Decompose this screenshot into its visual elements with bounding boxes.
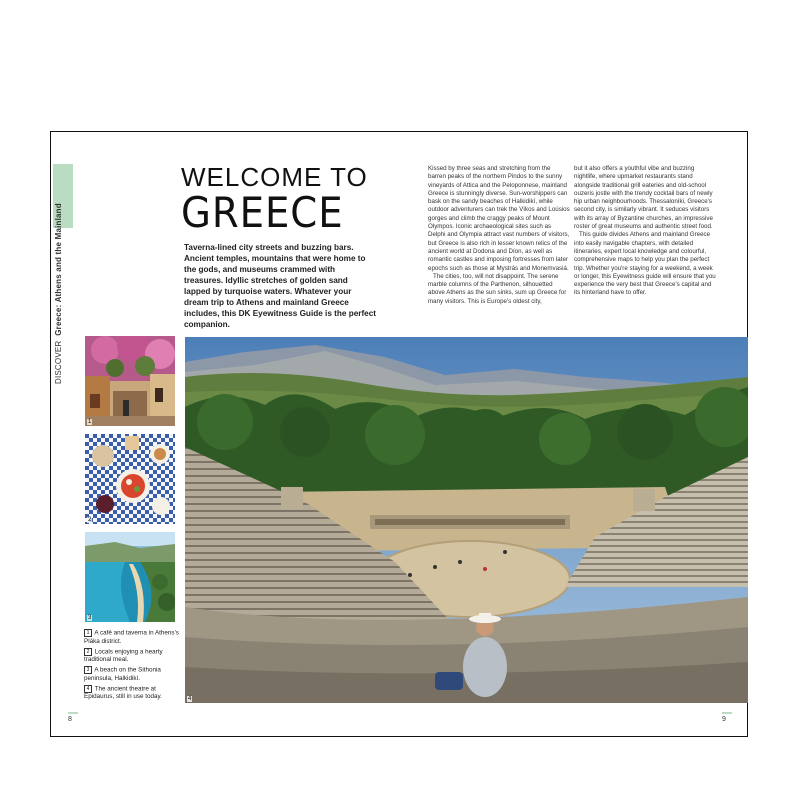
photo-number: 3 <box>88 615 92 621</box>
body-column-1 <box>428 165 570 306</box>
meal-photo <box>85 434 175 524</box>
photo-number: 2 <box>88 517 92 523</box>
cafe-photo <box>85 336 175 426</box>
body-paragraph: Kissed by three seas and stretching from the barren peaks of the northern Pindos to the sunny vineyards of Attica and the Peloponnese, mainland Greece is stunningly diverse. Sun-worshippers can bask on the sandy beaches of Halkidikí, while outdoor adventurers can trek the Víkos and Loúsios gorges and climb the craggy peaks of Mount Olympos. Iconic archaeological sites such as Delphi and Olympia attract vast numbers of visitors, but Greece is also rich in lesser known relics of the ancient world at Dodona and Díon, as well as romantic castles and imposing fortresses from later epochs such as those at Mystrás and Monemvasiá. <box>428 165 570 272</box>
chapter-name: Greece: Athens and the Mainland <box>54 203 63 336</box>
photo-number: 4 <box>188 696 192 702</box>
caption-text: A café and taverna in Athens's Pláka district. <box>84 629 179 645</box>
page-number-bar <box>68 712 78 714</box>
caption-item <box>84 629 179 646</box>
beach-photo <box>85 532 175 622</box>
caption-item <box>84 685 179 702</box>
thumbnail-cafe-plaka <box>85 336 175 426</box>
caption-number: 1 <box>84 629 92 637</box>
main-photo-epidaurus-theatre <box>185 337 748 703</box>
page-number-left <box>68 712 78 723</box>
caption-item <box>84 666 179 683</box>
book-spread <box>50 131 748 737</box>
caption-text: A beach on the Sithonia peninsula, Halkidikí. <box>84 666 161 682</box>
caption-text: Locals enjoying a hearty traditional meal. <box>84 648 163 663</box>
caption-text: The ancient theatre at Epidaurus, still in use today. <box>84 685 162 700</box>
body-paragraph: The cities, too, will not disappoint. The serene marble columns of the Parthenon, silhouetted above Athens as the sun sinks, sum up Greece for many visitors. This is Europe's oldest city, <box>428 272 567 305</box>
page-number-text: 8 <box>68 716 72 723</box>
theatre-photo <box>185 337 748 703</box>
page-number-bar <box>722 712 732 714</box>
page-number-text: 9 <box>722 716 726 723</box>
caption-item <box>84 648 179 665</box>
body-paragraph: This guide divides Athens and mainland Greece into easily navigable chapters, with detailed itineraries, expert local knowledge and colourful, comprehensive maps to help you plan the perfect trip. Whether you're staying for a weekend, a week or longer, this Eyewitness guide will ensure that you experience the very best that Greece's capital and its hinterland have to offer. <box>574 231 716 297</box>
thumbnail-beach <box>85 532 175 622</box>
intro-paragraph: Taverna-lined city streets and buzzing bars. Ancient temples, mountains that were home to the gods, and museums crammed with treasures. Idyllic stretches of golden sand lapped by turquoise waters. Whatever your dream trip to Athens and mainland Greece includes, this DK Eyewitness Guide is the perfect companion. <box>184 243 377 329</box>
body-paragraph: but it also offers a youthful vibe and buzzing nightlife, where upmarket restaurants stand alongside traditional grill eateries and old-school ouzeris jostle with the trendy cocktail bars of newly hip urban neighbourhoods. Thessaloníki, Greece's second city, is similarly vibrant. It seduces visitors with its array of Byzantine churches, an impressive roster of great museums and authentic street food. <box>574 165 713 231</box>
photo-number: 1 <box>88 419 92 425</box>
body-column-2 <box>574 165 716 298</box>
caption-number: 3 <box>84 666 92 674</box>
title-line-2: GREECE <box>181 188 344 237</box>
section-name: DISCOVER <box>54 340 63 384</box>
photo-captions <box>84 629 179 703</box>
page-number-right <box>722 712 732 723</box>
caption-number: 4 <box>84 685 92 693</box>
thumbnail-meal <box>85 434 175 524</box>
title-line-1: WELCOME TO <box>181 162 368 192</box>
caption-number: 2 <box>84 648 92 656</box>
